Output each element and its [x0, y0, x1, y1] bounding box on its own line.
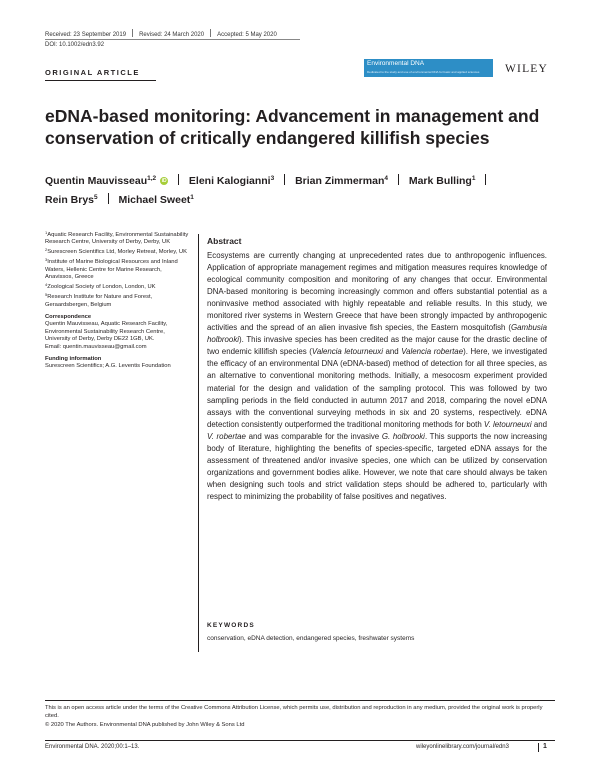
- author-affiliation-ref: 4: [384, 175, 388, 182]
- abstract-segment: and: [531, 419, 547, 429]
- author-divider: [108, 193, 109, 204]
- affiliation: [45, 294, 190, 309]
- abstract-segment: and was comparable for the invasive: [245, 431, 382, 441]
- author-divider: [284, 174, 285, 185]
- abstract-heading: Abstract: [207, 236, 242, 246]
- author-list: [45, 172, 565, 210]
- author-affiliation-ref: 1: [471, 175, 476, 182]
- revised-date: Revised: 24 March 2020: [139, 32, 205, 38]
- species-name: Valencia letourneuxi: [311, 347, 383, 357]
- author-name[interactable]: Mark Bulling: [408, 175, 472, 187]
- author-name[interactable]: Eleni Kalogianni: [188, 175, 271, 187]
- affiliation: [45, 284, 190, 291]
- author-divider: [398, 174, 399, 185]
- affiliation-number: 2: [45, 247, 48, 253]
- page-divider: [538, 743, 539, 752]
- species-name: V. letourneuxi: [483, 419, 532, 429]
- footer-rule: [45, 740, 555, 741]
- keywords-list: conservation, eDNA detection, endangered species, freshwater systems: [207, 635, 415, 642]
- affiliation-text: Surescreen Scientifics Ltd, Morley Retreat, Morley, UK: [47, 249, 187, 256]
- article-type-label: ORIGINAL ARTICLE: [45, 68, 140, 77]
- author-divider: [178, 174, 179, 185]
- affiliation: [45, 259, 190, 281]
- article-type-rule: [45, 80, 156, 81]
- date-divider: [210, 29, 211, 37]
- affiliation-text: Aquatic Research Facility, Environmental Sustainability Research Centre, University of Derby, Derby, UK: [45, 232, 189, 246]
- funding-heading: Funding information: [45, 356, 102, 363]
- affiliation: [45, 232, 190, 247]
- species-name: Valencia robertae: [401, 347, 464, 357]
- affiliation-number: 3: [45, 257, 48, 263]
- abstract-segment: ). This invasive species has been credited as the major cause for the drastic decline of two endemic killifish species (: [207, 335, 547, 357]
- correspondence-email[interactable]: Email: quentin.mauvisseau@gmail.com: [45, 343, 147, 350]
- author-name[interactable]: Quentin Mauvisseau: [45, 175, 148, 187]
- author-name[interactable]: Rein Brys: [45, 194, 95, 206]
- journal-logo[interactable]: [364, 59, 493, 77]
- copyright-text: © 2020 The Authors. Environmental DNA published by John Wiley & Sons Ltd: [45, 721, 245, 728]
- abstract-segment: and: [382, 347, 402, 357]
- received-date: Received: 23 September 2019: [45, 32, 127, 38]
- license-text: This is an open access article under the terms of the Creative Commons Attribution License, which permits use, distribution and reproduction in any medium, provided the original work is properly cited.: [45, 705, 543, 720]
- abstract-segment: . This supports the now increasing body of literature, highlighting the benefits of species-specific, targeted eDNA assays for the assessment of threatened and/or invasive species, one which can be utilized by conservation organizations and government bodies alike. However, we note that care should always be taken when designing such tools and strict validation steps should be adhered to, particularly with respect to minimizing the probability of false positives and negatives.: [207, 431, 548, 501]
- correspondence-text: Quentin Mauvisseau, Aquatic Research Facility, Environmental Sustainability Research Centre, University of Derby, Derby DE22 1GB, UK.: [45, 321, 168, 343]
- side-column: [45, 232, 190, 371]
- affiliation-number: 1: [45, 230, 48, 235]
- page-number: 1: [543, 743, 547, 750]
- author-affiliation-ref: 5: [94, 194, 98, 201]
- affiliation-number: 4: [45, 282, 48, 288]
- accepted-date: Accepted: 5 May 2020: [217, 32, 277, 38]
- keywords-heading: KEYWORDS: [207, 622, 255, 629]
- author-affiliation-ref: 1,2: [147, 175, 157, 182]
- affiliation-text: Institute of Marine Biological Resources and Inland Waters, Hellenic Centre for Marine Research, Anavissos, Greece: [45, 259, 178, 281]
- journal-logo-tagline: Dedicated to the study and use of environmental DNA for basic and applied sciences: [367, 70, 480, 74]
- author-name[interactable]: Brian Zimmerman: [295, 175, 385, 187]
- journal-citation: Environmental DNA. 2020;00:1–13.: [45, 744, 140, 750]
- abstract-text: [207, 250, 547, 503]
- doi[interactable]: DOI: 10.1002/edn3.92: [45, 42, 105, 48]
- abstract-segment: Ecosystems are currently changing at unprecedented rates due to anthropogenic influences. Application of appropriate management regimes and mitigation measures requires knowledge of ecological community composition and monitoring of any changes that occur. Environmental DNA-based monitoring is becoming increasingly common and offers substantial potential as a noninvasive method associated with highly repeatable and reliable results. In this study, we monitored river systems in Western Greece that have been strongly impacted by anthropogenic activities and the spread of an alien invasive fish species, the Eastern mosquitofish (: [207, 251, 547, 333]
- journal-url[interactable]: wileyonlinelibrary.com/journal/edn3: [416, 744, 509, 750]
- species-name: Gambusia holbrooki: [207, 323, 547, 345]
- license-notice: [45, 704, 555, 729]
- journal-logo-name: Environmental DNA: [367, 60, 425, 67]
- affiliation-text: Zoological Society of London, London, UK: [47, 284, 156, 291]
- article-title: eDNA-based monitoring: Advancement in management and conservation of critically endangered killifish species: [45, 106, 540, 148]
- author-affiliation-ref: 3: [270, 175, 275, 182]
- orcid-icon[interactable]: iD: [161, 178, 167, 184]
- author-name[interactable]: Michael Sweet: [118, 194, 191, 206]
- header-rule: [45, 39, 300, 40]
- abstract-segment: ). Here, we investigated the efficacy of an environmental DNA (eDNA-based) method of detection for all three species, as an alternative to conventional monitoring methods. Initially, a mesocosm experiment provided material for the design and validation of the sampling protocol. This was followed by two sampling periods in the field conducted in autumn 2017 and 2018, comparing the novel eDNA assays with the conventional surveying methods in six and 20 systems, respectively. eDNA detection consistently outperformed the traditional monitoring methods for both: [207, 347, 547, 429]
- publisher-logo[interactable]: WILEY: [505, 63, 549, 75]
- affiliation-number: 5: [45, 292, 48, 298]
- species-name: G. holbrooki: [381, 431, 425, 441]
- affiliation-text: Research Institute for Nature and Forest, Geraardsbergen, Belgium: [45, 294, 153, 308]
- footer-rule: [45, 700, 555, 701]
- correspondence-heading: Correspondence: [45, 314, 92, 321]
- date-divider: [132, 29, 133, 37]
- affiliation: [45, 249, 190, 256]
- funding-text: Surescreen Scientifics; A.G. Leventis Foundation: [45, 363, 171, 370]
- author-divider: [485, 174, 486, 185]
- species-name: V. robertae: [207, 431, 246, 441]
- author-affiliation-ref: 1: [190, 194, 194, 201]
- submission-dates: [45, 29, 277, 38]
